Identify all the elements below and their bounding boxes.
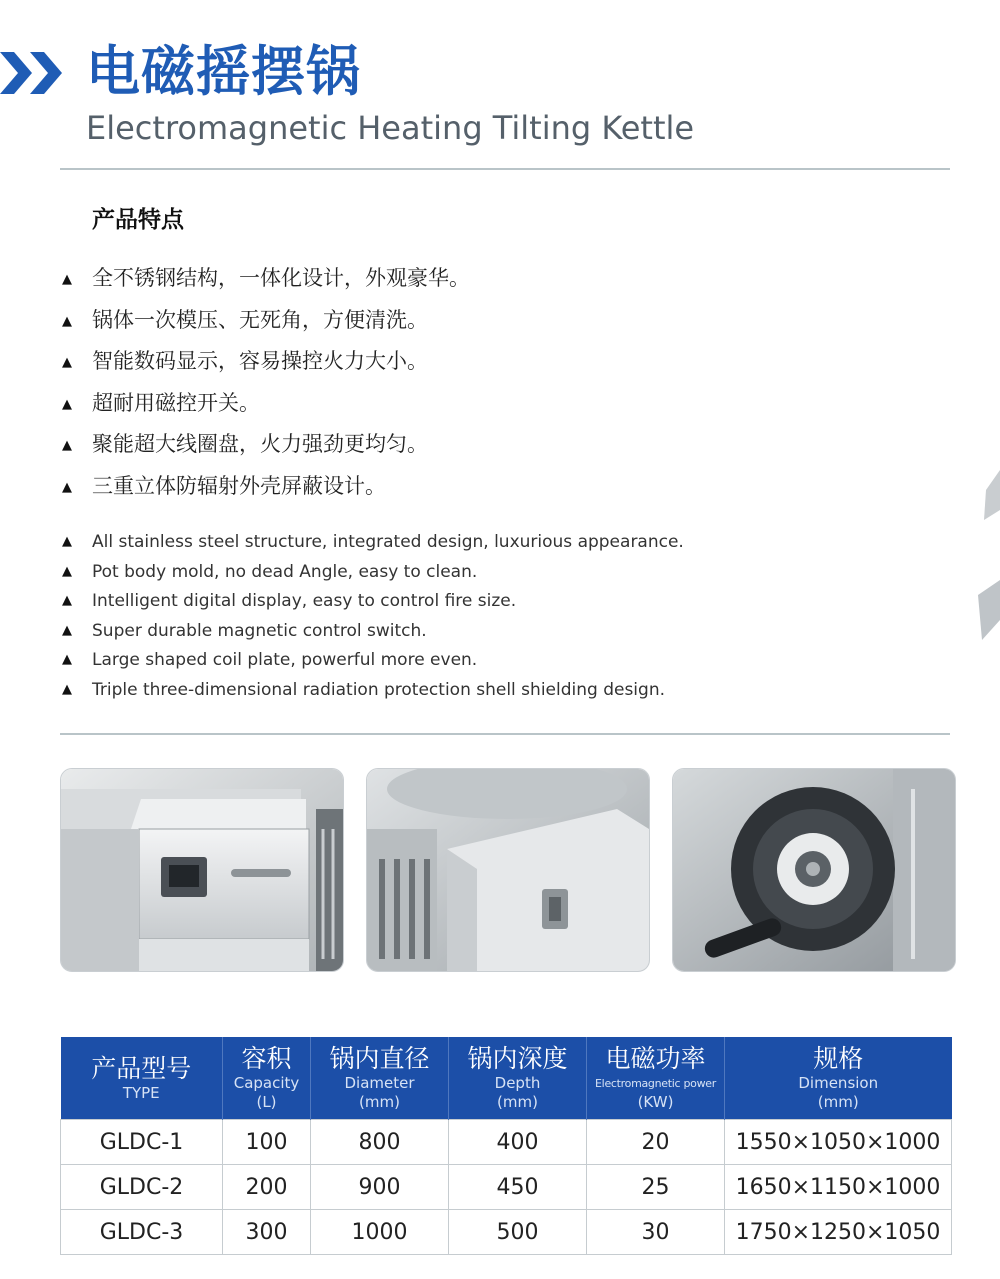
triangle-bullet-icon: ▲: [62, 272, 72, 287]
table-header-row: [61, 1037, 952, 1120]
cell-power: 30: [587, 1210, 725, 1255]
cell-capacity: 100: [223, 1120, 311, 1165]
triangle-bullet-icon: ▲: [62, 681, 72, 697]
kettle-body-photo: [366, 768, 650, 972]
feature-item: ▲ 锅体一次模压、无死角，方便清洗。: [62, 300, 470, 342]
product-edge-image: [978, 470, 1000, 650]
double-chevron-icon: [0, 48, 70, 98]
features-list-cn: [62, 258, 470, 508]
triangle-bullet-icon: ▲: [62, 355, 72, 371]
table-row: [61, 1120, 952, 1165]
cell-capacity: 300: [223, 1210, 311, 1255]
column-header-diameter: 锅内直径 Diameter (mm): [311, 1037, 449, 1120]
triangle-bullet-icon: ▲: [62, 534, 72, 549]
column-header-power: 电磁功率 Electromagnetic power (KW): [587, 1037, 725, 1120]
feature-item: ▲ 全不锈钢结构，一体化设计，外观豪华。: [62, 258, 470, 300]
cell-depth: 500: [449, 1210, 587, 1255]
divider: [60, 733, 950, 735]
feature-item: ▲ Pot body mold, no dead Angle, easy to clean.: [62, 557, 684, 587]
column-header-dimension: 规格 Dimension (mm): [725, 1037, 952, 1120]
cell-diameter: 1000: [311, 1210, 449, 1255]
cell-diameter: 800: [311, 1120, 449, 1165]
feature-item: ▲ 智能数码显示，容易操控火力大小。: [62, 341, 470, 383]
column-header-type: 产品型号 TYPE: [61, 1037, 223, 1120]
cell-dimension: 1650×1150×1000: [725, 1165, 952, 1210]
feature-item: ▲ 超耐用磁控开关。: [62, 383, 470, 425]
triangle-bullet-icon: ▲: [62, 438, 72, 454]
triangle-bullet-icon: ▲: [62, 479, 72, 495]
cell-depth: 400: [449, 1120, 587, 1165]
table-row: [61, 1165, 952, 1210]
triangle-bullet-icon: ▲: [62, 396, 72, 412]
cell-capacity: 200: [223, 1165, 311, 1210]
feature-item: ▲ Intelligent digital display, easy to control fire size.: [62, 586, 684, 616]
triangle-bullet-icon: ▲: [62, 313, 72, 329]
column-header-capacity: 容积 Capacity (L): [223, 1037, 311, 1120]
spec-table: [60, 1037, 952, 1255]
page-title: 电磁摇摆锅: [86, 40, 361, 103]
divider: [60, 168, 950, 170]
cell-depth: 450: [449, 1165, 587, 1210]
feature-item: ▲ Super durable magnetic control switch.: [62, 616, 684, 646]
triangle-bullet-icon: ▲: [62, 622, 72, 638]
cell-type: GLDC-1: [61, 1120, 223, 1165]
triangle-bullet-icon: ▲: [62, 593, 72, 609]
cell-power: 25: [587, 1165, 725, 1210]
control-panel-photo: [60, 768, 344, 972]
cell-diameter: 900: [311, 1165, 449, 1210]
page-subtitle: Electromagnetic Heating Tilting Kettle: [86, 109, 695, 147]
handwheel-photo: [672, 768, 956, 972]
features-list-en: [62, 527, 684, 705]
feature-item: ▲ 聚能超大线圈盘，火力强劲更均匀。: [62, 424, 470, 466]
cell-power: 20: [587, 1120, 725, 1165]
triangle-bullet-icon: ▲: [62, 563, 72, 579]
cell-type: GLDC-3: [61, 1210, 223, 1255]
triangle-bullet-icon: ▲: [62, 652, 72, 668]
feature-item: ▲ All stainless steel structure, integrated design, luxurious appearance.: [62, 527, 684, 557]
features-heading: 产品特点: [92, 207, 184, 233]
cell-type: GLDC-2: [61, 1165, 223, 1210]
feature-item: ▲ 三重立体防辐射外壳屏蔽设计。: [62, 466, 470, 508]
table-row: [61, 1210, 952, 1255]
cell-dimension: 1550×1050×1000: [725, 1120, 952, 1165]
column-header-depth: 锅内深度 Depth (mm): [449, 1037, 587, 1120]
feature-item: ▲ Large shaped coil plate, powerful more even.: [62, 645, 684, 675]
cell-dimension: 1750×1250×1050: [725, 1210, 952, 1255]
feature-item: ▲ Triple three-dimensional radiation protection shell shielding design.: [62, 675, 684, 705]
